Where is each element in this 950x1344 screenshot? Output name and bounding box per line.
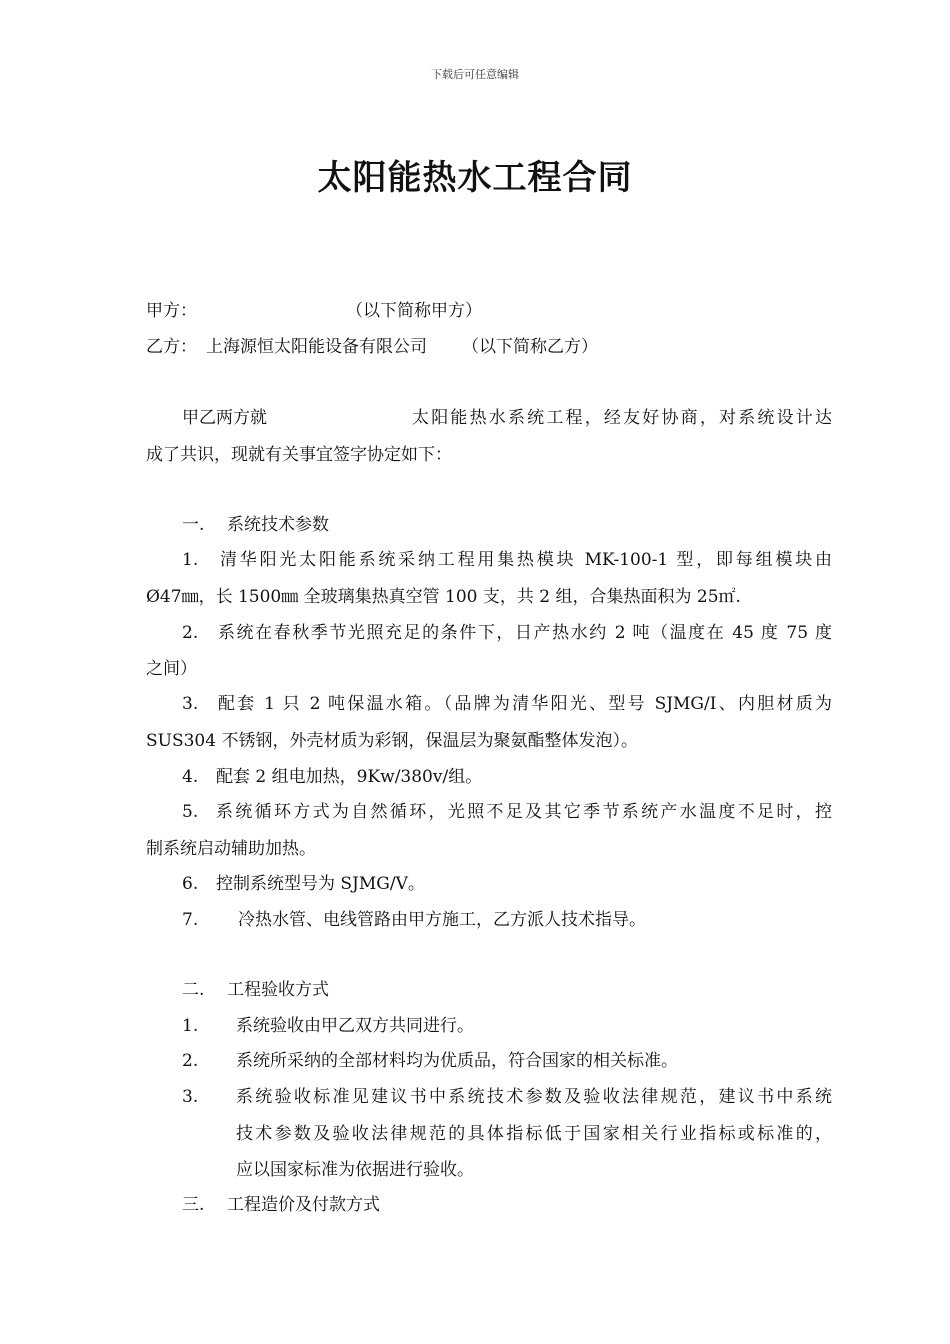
section1-heading: 系统技术参数: [227, 515, 329, 535]
intro-lead: 甲乙两方就: [182, 408, 267, 428]
intro-line2: 成了共识，现就有关事宜签字协定如下：: [146, 445, 452, 465]
s1-item1-line2: Ø47㎜，长 1500㎜ 全玻璃集热真空管 100 支，共 2 组，合集热面积为 25㎡.: [146, 587, 741, 607]
section3-heading-num: 三.: [182, 1195, 205, 1215]
section2-heading-num: 二.: [182, 980, 205, 1000]
s1-item4-num: 4.: [182, 767, 199, 787]
party-b-label: 乙方：: [146, 337, 197, 357]
s1-item5-line2: 制系统启动辅助加热。: [146, 839, 316, 859]
s1-item1-line1: 清华阳光太阳能系统采纳工程用集热模块 MK-100-1 型，即每组模块由: [220, 550, 832, 570]
section1-heading-num: 一.: [182, 515, 205, 535]
section3-heading: 工程造价及付款方式: [227, 1195, 380, 1215]
s2-item2-num: 2.: [182, 1051, 199, 1071]
s2-item2-line1: 系统所采纳的全部材料均为优质品，符合国家的相关标准。: [236, 1051, 678, 1071]
s2-item3-line1: 系统验收标准见建议书中系统技术参数及验收法律规范，建议书中系统: [236, 1087, 832, 1107]
s2-item3-num: 3.: [182, 1087, 199, 1107]
party-a-note: （以下简称甲方）: [346, 301, 482, 321]
s1-item7-line1: 冷热水管、电线管路由甲方施工，乙方派人技术指导。: [238, 910, 646, 930]
s2-item3-line2: 技术参数及验收法律规范的具体指标低于国家相关行业指标或标准的，: [236, 1124, 832, 1144]
s1-item2-line1: 系统在春秋季节光照充足的条件下，日产热水约 2 吨（温度在 45 度 75 度: [218, 623, 832, 643]
page-title: 太阳能热水工程合同: [317, 158, 633, 198]
s1-item3-line1: 配套 1 只 2 吨保温水箱。（品牌为清华阳光、型号 SJMG/I、内胆材质为: [218, 694, 832, 714]
party-b-name: 上海源恒太阳能设备有限公司: [206, 337, 427, 357]
s1-item7-num: 7.: [182, 910, 199, 930]
s1-item2-num: 2.: [182, 623, 199, 643]
s1-item5-num: 5.: [182, 802, 199, 822]
s1-item1-num: 1.: [182, 550, 199, 570]
s2-item1-line1: 系统验收由甲乙双方共同进行。: [236, 1016, 474, 1036]
s2-item1-num: 1.: [182, 1016, 199, 1036]
intro-line1-rest: 太阳能热水系统工程，经友好协商，对系统设计达: [412, 408, 832, 428]
section2-heading: 工程验收方式: [227, 980, 329, 1000]
s1-item2-line2: 之间）: [146, 659, 197, 679]
s1-item6-num: 6.: [182, 874, 199, 894]
s1-item3-line2: SUS304 不锈钢，外壳材质为彩钢，保温层为聚氨酯整体发泡）。: [146, 731, 638, 751]
s1-item4-line1: 配套 2 组电加热，9Kw/380v/组。: [216, 767, 483, 787]
party-a-label: 甲方：: [146, 301, 197, 321]
s2-item3-line3: 应以国家标准为依据进行验收。: [236, 1160, 474, 1180]
party-b-note: （以下简称乙方）: [462, 337, 598, 357]
s1-item5-line1: 系统循环方式为自然循环，光照不足及其它季节系统产水温度不足时，控: [216, 802, 832, 822]
s1-item6-line1: 控制系统型号为 SJMG/Ⅴ。: [216, 874, 425, 894]
header-note: 下载后可任意编辑: [431, 68, 519, 81]
s1-item3-num: 3.: [182, 694, 199, 714]
